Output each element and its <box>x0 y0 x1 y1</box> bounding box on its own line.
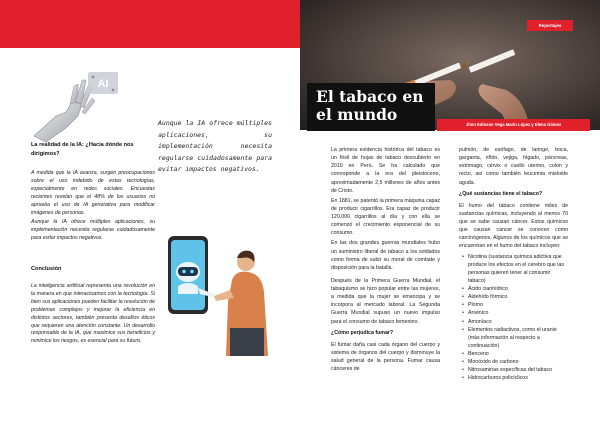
pull-quote: Aunque la IA ofrece múltiples aplicaciones, su implementación necesita regularse cuidadosamente para evitar impactos negativos. <box>158 119 272 174</box>
article-title: El tabaco en el mundo <box>316 87 424 124</box>
ai-chip-label: AI <box>97 78 109 90</box>
paragraph: Aunque la IA ofrece múltiples aplicaciones, su implementación necesita regularse cuidadosamente para evitar impactos negativos. <box>31 219 155 242</box>
robot-hand-illustration <box>26 66 126 144</box>
paragraph: A medida que la IA avanza, surgen preocupaciones sobre el uso indebido de estas tecnologías, especialmente en redes sociales. Encuestas recientes revelan que el 48% de los usuarios no aprueba el uso de IA generativa para modificar imágenes de personas. <box>31 170 155 216</box>
paragraph: El humo del tabaco contiene miles de sustancias químicas, incluyendo al menos 70 que se sabe causan cáncer. Estos químicos que causan cáncer se conocen como carcinógenos. Algunos de los químicos que se encuentran en el humo del tabaco incluyen: <box>459 202 568 250</box>
subheading-harm: ¿Cómo perjudica fumar? <box>331 329 394 336</box>
list-item: • Nitrosaminas específicas del tabaco <box>468 366 568 374</box>
header-band <box>0 0 300 48</box>
phone-robot-illustration <box>164 232 274 356</box>
list-item: • Elementos radiactivos, como el uranio (más información al respecto a continuación) <box>468 326 568 350</box>
paragraph: En 1881, se patentó la primera máquina capaz de producir cigarrillos. Era capaz de producir 120.000 cigarrillos al día y con ella se comenzó el crecimiento exponencial de su consumo. <box>331 197 440 237</box>
list-item: • Hidrocarburos policíclicos <box>468 374 568 382</box>
conclusion-text: La inteligencia artificial representa una revolución en la manera en que interactuamos con la tecnología. Si bien sus aplicaciones pueden facilitar la resolución de problemas complejos y mejorar la eficiencia en distintos sectores, también presenta desafíos éticos que requieren una atención constante. Un desarrollo responsable de la IA, que maximice sus beneficios y minimice los riesgos, es esencial para su futuro. <box>31 283 155 345</box>
paragraph: pulmón, de esófago, de laringe, boca, garganta, riñón, vejiga, hígado, páncreas, estómago, cérvix o cuello uterino, colon y recto, así como también leucemia mieloide aguda. <box>459 147 568 186</box>
list-item: • Benceno <box>468 350 568 358</box>
section-tag: Reportajes <box>527 20 573 31</box>
list-item: • Aldehído fórmico <box>468 293 568 301</box>
section-heading-ia: La realidad de la IA: ¿Hacia dónde nos dirigimos? <box>31 142 134 157</box>
paragraph: En las dos grandes guerras mundiales hubo un suministro liberal de tabaco a los soldados como forma de subir su moral de combate y disposición para la batalla. <box>331 240 440 271</box>
article-column-1 <box>331 146 440 375</box>
authors: Jhon Edinson Vega Marín López y Elena Gómez <box>465 122 562 127</box>
article-column-2 <box>459 146 568 383</box>
intro-text <box>31 170 155 245</box>
substance-list <box>459 253 568 383</box>
conclusion-title: Conclusión <box>31 266 62 272</box>
list-item: • Arsénico <box>468 309 568 317</box>
list-item: • Plomo <box>468 301 568 309</box>
list-item: • Amoníaco <box>468 318 568 326</box>
list-item: • Ácido cianhídrico <box>468 285 568 293</box>
paragraph: Después de la Primera Guerra Mundial, el tabaquismo se hizo popular entre las mujeres, a medida que la mujer se emancipa y se incorpora al mercado laboral. La Segunda Guerra Mundial supuso un nuevo impulso para el consumo de tabaco femenino. <box>331 277 440 325</box>
list-item: • Monóxido de carbono <box>468 358 568 366</box>
list-item: • Nicotina (sustancia química adictiva que produce los efectos en el cerebro que las personas quieren tener al consumir tabaco) <box>468 253 568 286</box>
paragraph: La primera evidencia histórica del tabaco es un fósil de hojas de tabaco descubierto en 2010 en Perú. Se ha calculado que corresponde a la era del pleistoceno, aproximadamente 2,5 millones de años antes de Cristo. <box>331 147 440 194</box>
paragraph: El fumar daña casi cada órgano del cuerpo y sistema de órganos del cuerpo y disminuye la salud general de la persona. Fumar causa cánceres de <box>331 341 440 373</box>
subheading-substances: ¿Qué sustancias tiene el tabaco? <box>459 190 543 197</box>
